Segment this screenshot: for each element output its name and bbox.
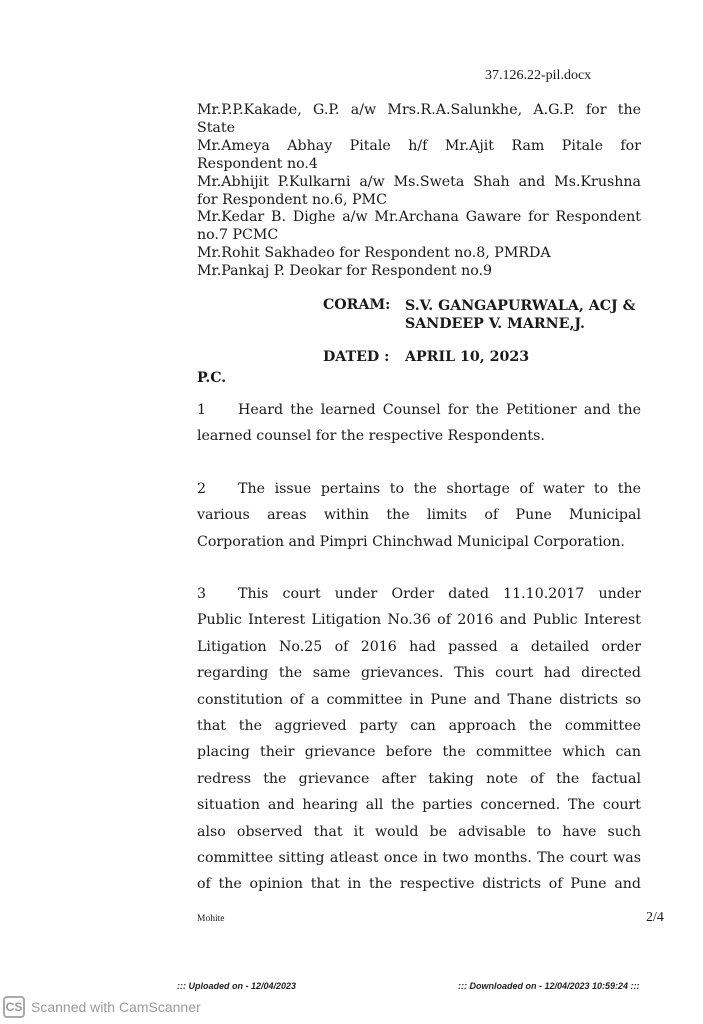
paragraph-number: 1 — [197, 402, 207, 418]
paragraph-line: The issue pertains to the shortage of water to the — [238, 481, 641, 497]
paragraph-line: regarding the same grievances. This court had directed — [197, 665, 641, 682]
paragraph-3 — [197, 581, 641, 898]
paragraph-line: constitution of a committee in Pune and Thane districts so — [197, 691, 641, 708]
stenographer-name: Mohite — [197, 914, 225, 924]
paragraph-line: Corporation and Pimpri Chinchwad Municipal Corporation. — [197, 533, 625, 550]
appearance-line: Mr.Rohit Sakhadeo for Respondent no.8, PMRDA — [197, 245, 551, 262]
dated-value: APRIL 10, 2023 — [405, 349, 530, 365]
paragraph-line: various areas within the limits of Pune Municipal — [197, 507, 641, 524]
paragraph-number: 3 — [197, 586, 207, 602]
appearance-line: Mr.P.P.Kakade, G.P. a/w Mrs.R.A.Salunkhe, A.G.P. for the — [197, 102, 641, 118]
coram-judges — [405, 297, 635, 333]
appearance-line: Mr.Ameya Abhay Pitale h/f Mr.Ajit Ram Pitale for — [197, 137, 641, 154]
document-reference: 37.126.22-pil.docx — [485, 68, 592, 83]
uploaded-stamp: ::: Uploaded on - 12/04/2023 — [177, 981, 297, 991]
paragraph-line: of the opinion that in the respective districts of Pune and — [197, 876, 641, 893]
appearance-line: no.7 PCMC — [197, 227, 279, 244]
appearance-line: State — [197, 119, 235, 136]
coram-label: CORAM: — [323, 297, 391, 313]
paragraph-number: 2 — [197, 481, 207, 497]
downloaded-stamp: ::: Downloaded on - 12/04/2023 10:59:24 ::: — [458, 981, 640, 991]
paragraph-line: that the aggrieved party can approach the committee — [197, 717, 641, 734]
per-curiam-heading: P.C. — [197, 370, 227, 386]
appearance-line: Mr.Pankaj P. Deokar for Respondent no.9 — [197, 263, 493, 280]
paragraph-line: Public Interest Litigation No.36 of 2016 and Public Interest — [197, 612, 641, 629]
paragraph-line: committee sitting atleast once in two months. The court was — [197, 849, 641, 866]
appearance-line: Mr.Kedar B. Dighe a/w Mr.Archana Gaware for Respondent — [197, 209, 641, 226]
paragraph-1 — [197, 397, 641, 450]
paragraph-line: also observed that it would be advisable to have such — [197, 823, 641, 840]
paragraph-line: placing their grievance before the committee which can — [197, 744, 641, 761]
camscanner-watermark — [3, 996, 201, 1018]
page-number: 2/4 — [646, 910, 664, 925]
appearances-block — [197, 102, 641, 281]
appearance-line: for Respondent no.6, PMC — [197, 191, 387, 208]
appearance-line: Mr.Abhijit P.Kulkarni a/w Ms.Sweta Shah and Ms.Krushna — [197, 173, 641, 190]
paragraph-line: situation and hearing all the parties concerned. The court — [197, 797, 641, 814]
dated-label: DATED : — [323, 349, 390, 365]
paragraph-line: learned counsel for the respective Respondents. — [197, 428, 545, 445]
camscanner-text: Scanned with CamScanner — [31, 999, 201, 1015]
appearance-line: Respondent no.4 — [197, 155, 318, 172]
paragraph-line: This court under Order dated 11.10.2017 under — [238, 586, 641, 602]
coram-judge-1: S.V. GANGAPURWALA, ACJ & — [405, 298, 636, 314]
paragraph-line: Heard the learned Counsel for the Petitioner and the — [238, 402, 641, 418]
paragraph-line: redress the grievance after taking note of the factual — [197, 770, 641, 787]
coram-judge-2: SANDEEP V. MARNE,J. — [405, 316, 585, 332]
paragraph-line: Litigation No.25 of 2016 had passed a detailed order — [197, 638, 641, 655]
paragraph-2 — [197, 476, 641, 555]
camscanner-logo-icon: CS — [3, 996, 25, 1018]
